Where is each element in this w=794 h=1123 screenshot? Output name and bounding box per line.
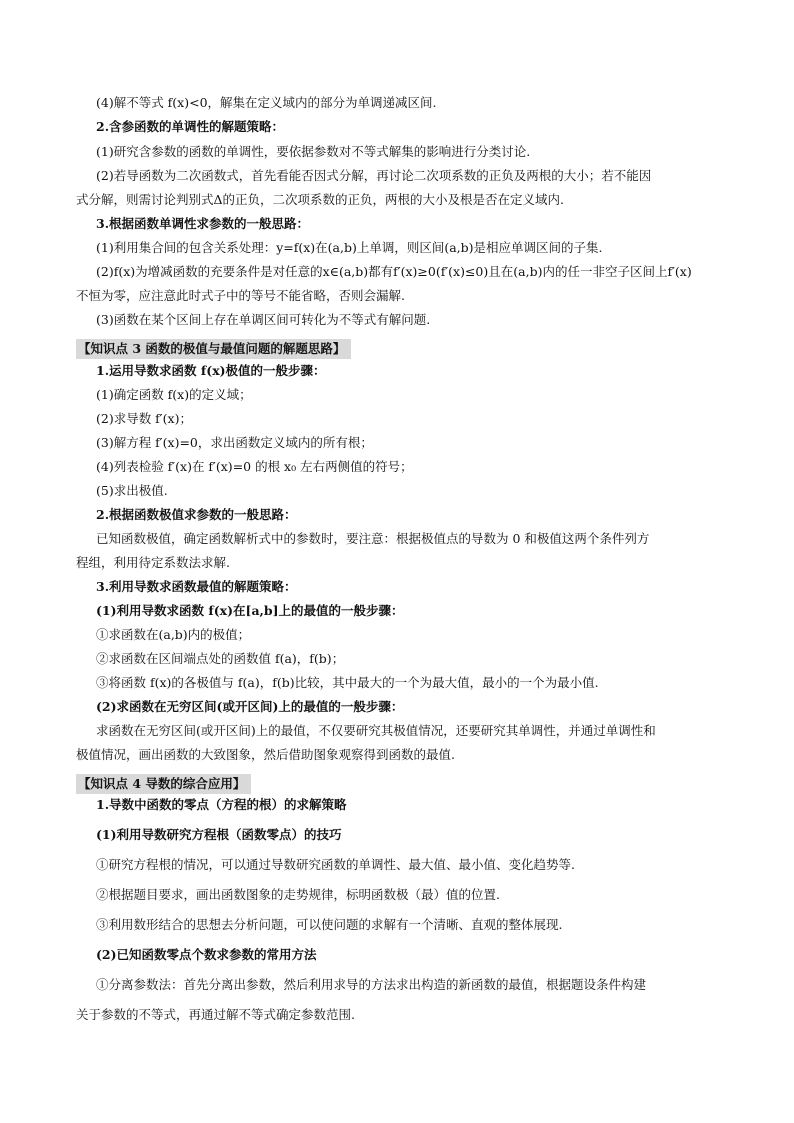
line-inequality-solution: (3)函数在某个区间上存在单调区间可转化为不等式有解问题. bbox=[96, 312, 431, 327]
heading-root-technique: (1)利用导数研究方程根（函数零点）的技巧 bbox=[96, 827, 342, 842]
heading-closed-interval: (1)利用导数求函数 f(x)在[a,b]上的最值的一般步骤： bbox=[96, 603, 404, 618]
heading-open-interval: (2)求函数在无穷区间(或开区间)上的最值的一般步骤： bbox=[96, 699, 404, 714]
knowledge-point-3-tag: 【知识点 3 函数的极值与最值问题的解题思路】 bbox=[76, 339, 351, 359]
line-quadratic-a: (2)若导函数为二次函数式，首先看能否因式分解，再讨论二次项系数的正负及两根的大小；若不能因 bbox=[96, 168, 652, 183]
line-subset: (1)利用集合间的包含关系处理：y=f(x)在(a,b)上单调，则区间(a,b)是相应单调区间的子集. bbox=[96, 240, 603, 255]
step-solve: (3)解方程 f′(x)=0，求出函数定义域内的所有根； bbox=[96, 435, 373, 450]
step-extremum: (5)求出极值. bbox=[96, 483, 168, 498]
closed-step-2: ②求函数在区间端点处的函数值 f(a)，f(b)； bbox=[96, 651, 345, 666]
heading-max-min: 3.利用导数求函数最值的解题策略： bbox=[96, 579, 297, 594]
step-derivative: (2)求导数 f′(x)； bbox=[96, 411, 192, 426]
line-condition-a: (2)f(x)为增减函数的充要条件是对任意的x∈(a,b)都有f′(x)≥0(f′(x)≤0)且在(a,b)内的任一非空子区间上f′(x) bbox=[96, 264, 692, 279]
heading-param-monotonicity: 2.含参函数的单调性的解题策略： bbox=[96, 119, 285, 134]
line-quadratic-b: 式分解，则需讨论判别式Δ的正负，二次项系数的正负，两根的大小及根是否在定义域内. bbox=[76, 192, 565, 207]
para-open-a: 求函数在无穷区间(或开区间)上的最值，不仅要研究其极值情况，还要研究其单调性，并通过单调性和 bbox=[96, 723, 656, 738]
root-tip-2: ②根据题目要求，画出函数图象的走势规律，标明函数极（最）值的位置. bbox=[96, 887, 500, 902]
step-domain: (1)确定函数 f(x)的定义域； bbox=[96, 387, 252, 402]
heading-extremum-steps: 1.运用导数求函数 f(x)极值的一般步骤： bbox=[96, 363, 326, 378]
line-condition-b: 不恒为零，应注意此时式子中的等号不能省略，否则会漏解. bbox=[76, 288, 405, 303]
root-tip-1: ①研究方程根的情况，可以通过导数研究函数的单调性、最大值、最小值、变化趋势等. bbox=[96, 857, 575, 872]
para-extremum-b: 程组，利用待定系数法求解. bbox=[76, 555, 230, 570]
root-tip-3: ③利用数形结合的思想去分析问题，可以使问题的求解有一个清晰、直观的整体展现. bbox=[96, 917, 563, 932]
heading-extremum-param: 2.根据函数极值求参数的一般思路： bbox=[96, 507, 297, 522]
para-open-b: 极值情况，画出函数的大致图象，然后借助图象观察得到函数的最值. bbox=[76, 747, 455, 762]
heading-zero-point: 1.导数中函数的零点（方程的根）的求解策略 bbox=[96, 797, 347, 812]
heading-monotonic-param: 3.根据函数单调性求参数的一般思路： bbox=[96, 216, 310, 231]
line-ineq-decreasing: (4)解不等式 f(x)<0，解集在定义域内的部分为单调递减区间. bbox=[96, 95, 437, 110]
para-separate-a: ①分离参数法：首先分离出参数，然后利用求导的方法求出构造的新函数的最值，根据题设条件构建 bbox=[96, 977, 647, 992]
knowledge-point-4-tag: 【知识点 4 导数的综合应用】 bbox=[76, 774, 251, 794]
heading-zero-count-param: (2)已知函数零点个数求参数的常用方法 bbox=[96, 947, 317, 962]
closed-step-3: ③将函数 f(x)的各极值与 f(a)，f(b)比较，其中最大的一个为最大值，最小的一个为最小值. bbox=[96, 675, 599, 690]
para-separate-b: 关于参数的不等式，再通过解不等式确定参数范围. bbox=[76, 1007, 355, 1022]
closed-step-1: ①求函数在(a,b)内的极值； bbox=[96, 627, 251, 642]
line-param-discuss: (1)研究含参数的函数的单调性，要依据参数对不等式解集的影响进行分类讨论. bbox=[96, 144, 531, 159]
para-extremum-a: 已知函数极值，确定函数解析式中的参数时，要注意：根据极值点的导数为 0 和极值这两个条件列方 bbox=[96, 531, 650, 546]
step-sign-check: (4)列表检验 f′(x)在 f′(x)=0 的根 x₀ 左右两侧值的符号； bbox=[96, 459, 413, 474]
